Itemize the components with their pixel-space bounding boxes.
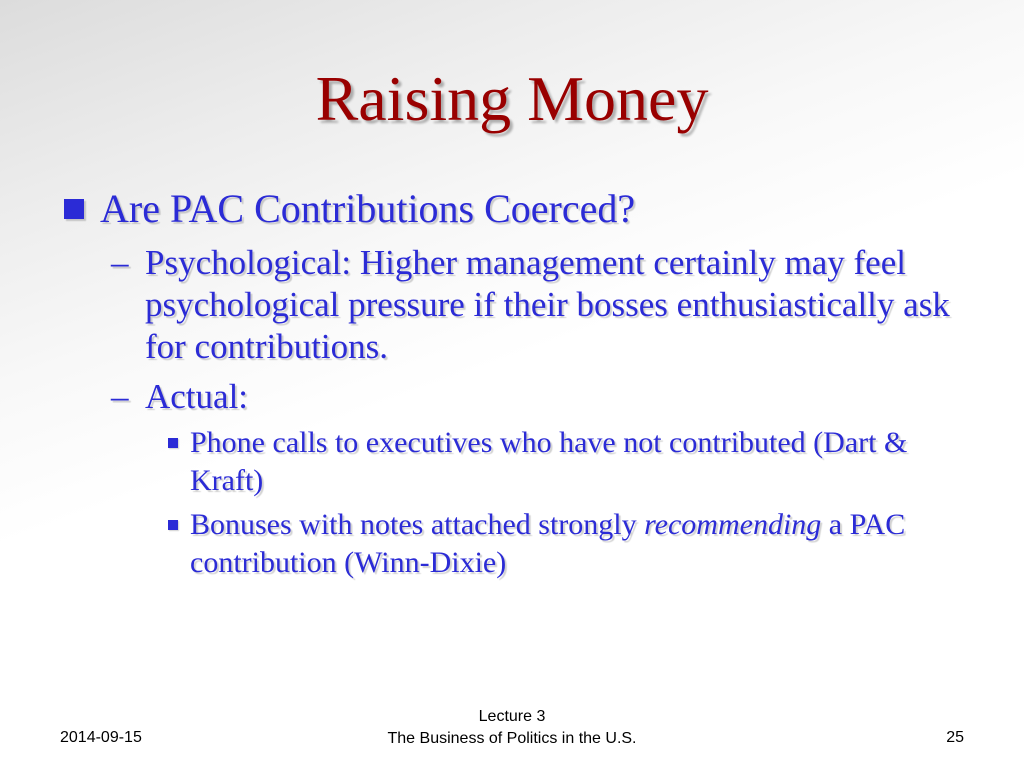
- sub-sub-point: [190, 506, 940, 582]
- footer-date: 2014-09-15: [60, 729, 142, 746]
- square-bullet-icon: [64, 199, 84, 219]
- dash-bullet-icon: –: [111, 377, 129, 416]
- sub-sub-point-text-before: Bonuses with notes attached strongly: [190, 508, 645, 541]
- slide-title: Raising Money: [315, 63, 709, 134]
- sub-point: [111, 242, 965, 368]
- sub-point-text: Actual:: [145, 377, 249, 416]
- sub-sub-point-text: Phone calls to executives who have not contributed (Dart & Kraft): [190, 426, 908, 497]
- small-square-bullet-icon: [168, 520, 178, 530]
- dash-bullet-icon: –: [111, 243, 129, 282]
- sub-point: [111, 376, 965, 418]
- emphasized-word: recommending: [644, 508, 822, 541]
- sub-sub-point: [190, 424, 940, 500]
- bullet-text: Are PAC Contributions Coerced?: [100, 186, 636, 231]
- sub-sub-point-text-after: a PAC contribution (Winn-Dixie): [190, 508, 906, 579]
- footer-course: The Business of Politics in the U.S.: [387, 730, 637, 747]
- bullet-point: [100, 184, 960, 234]
- slide-body: [0, 184, 1024, 582]
- footer-lecture: Lecture 3: [478, 708, 546, 725]
- sub-point-text: Psychological: Higher management certainly may feel psychological pressure if their bosses enthusiastically ask for contributions.: [145, 243, 950, 366]
- slide-number: 25: [946, 729, 964, 746]
- small-square-bullet-icon: [168, 438, 178, 448]
